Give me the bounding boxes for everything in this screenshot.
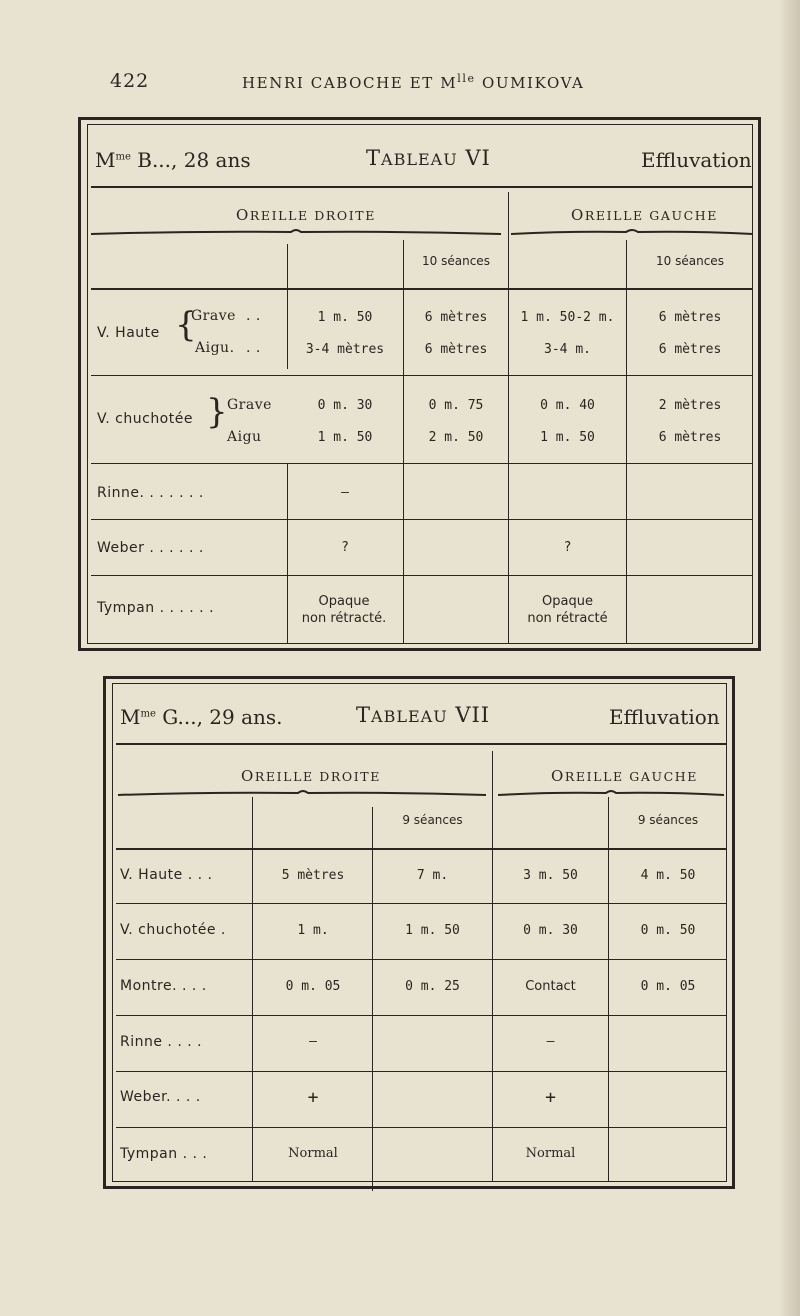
table-vi-tympan-lg: Opaque non rétracté bbox=[527, 594, 608, 626]
table-vi-chuch-grave-lg: 0 m. 40 bbox=[540, 398, 595, 413]
table-vii-patient: $M^{me}$ G..., 29 ans. bbox=[120, 705, 283, 729]
table-vii-montre-lg: Contact bbox=[525, 979, 576, 994]
table-vi-row-tympan: Tympan . . . . . . bbox=[97, 600, 215, 616]
table-vii-haute-lg: 3 m. 50 bbox=[523, 868, 578, 883]
table-vii-col2-divider bbox=[372, 807, 373, 1191]
table-vi-row-v-chuchotee: V. chuchotée bbox=[97, 411, 193, 427]
table-vi-rule-5 bbox=[91, 575, 753, 576]
table-vi-row-v-haute: V. Haute bbox=[97, 325, 160, 341]
table-vi-sub-aigu: Aigu. bbox=[195, 340, 235, 356]
table-vii-title: TABLEAU VII bbox=[356, 703, 491, 727]
table-vi-haute-aigu-lg-after: 6 mètres bbox=[658, 342, 722, 357]
table-vii-row-v-haute: V. Haute . . . bbox=[120, 867, 213, 883]
table-vii-tympan-rd: Normal bbox=[288, 1146, 338, 1161]
table-vii-treatment: Effluvation bbox=[609, 705, 720, 729]
table-vii-rule-3 bbox=[116, 959, 727, 960]
table-vi-haute-aigu-rd: 3-4 mètres bbox=[305, 342, 385, 357]
table-vi-col1-divider-a bbox=[287, 244, 288, 369]
table-vii-row-rinne: Rinne . . . . bbox=[120, 1034, 203, 1050]
table-vii-montre-lg-after: 0 m. 05 bbox=[640, 979, 696, 994]
table-vi-chuch-aigu-rd: 1 m. 50 bbox=[317, 430, 373, 445]
table-vii-rule-5 bbox=[116, 1071, 727, 1072]
table-vi-sub-grave: Grave bbox=[191, 308, 236, 324]
table-vi-chuch-aigu-lg: 1 m. 50 bbox=[540, 430, 595, 445]
table-vii-montre-rd-after: 0 m. 25 bbox=[405, 979, 460, 994]
table-vii-left-swash bbox=[498, 789, 724, 795]
table-vii-chuch-rd: 1 m. bbox=[297, 923, 329, 938]
table-vii-chuch-lg: 0 m. 30 bbox=[523, 923, 578, 938]
table-vi-row-rinne: Rinne. . . . . . . bbox=[97, 485, 204, 501]
table-vi-chuch-grave-lg-after: 2 mètres bbox=[658, 398, 722, 413]
table-vi-rule-4 bbox=[91, 519, 753, 520]
table-vii-montre-rd: 0 m. 05 bbox=[285, 979, 341, 994]
table-vii-sessions-right: 9 séances bbox=[402, 813, 463, 827]
table-vi-chuch-aigu-rd-after: 2 m. 50 bbox=[428, 430, 484, 445]
table-vi-rinne-rd: — bbox=[341, 485, 349, 500]
table-vii-row-weber: Weber. . . . bbox=[120, 1089, 201, 1105]
table-vi-treatment: Effluvation bbox=[641, 148, 752, 172]
table-vi-haute-grave-rd: 1 m. 50 bbox=[317, 310, 373, 325]
table-vii-ear-divider bbox=[492, 751, 493, 1181]
table-vi-sub-aigu2: Aigu bbox=[227, 429, 262, 445]
table-vii-right-swash bbox=[118, 789, 486, 795]
table-vii-row-tympan: Tympan . . . bbox=[120, 1146, 208, 1162]
table-vii-weber-lg: + bbox=[545, 1087, 556, 1108]
table-vii-haute-rd: 5 mètres bbox=[281, 868, 345, 883]
table-vii-rule-4 bbox=[116, 1015, 727, 1016]
table-vi-title-rule bbox=[91, 186, 753, 188]
table-vi-row-weber: Weber . . . . . . bbox=[97, 540, 204, 556]
table-vi-haute-aigu-lg: 3-4 m. bbox=[544, 342, 591, 357]
table-vii bbox=[103, 676, 735, 1189]
table-vi-patient: $M^{me}$ B..., 28 ans bbox=[95, 148, 251, 172]
table-vii-left-ear-header: OREILLE GAUCHE bbox=[551, 767, 699, 785]
table-vi-sessions-right: 10 séances bbox=[422, 254, 490, 268]
table-vii-row-montre: Montre. . . . bbox=[120, 978, 207, 994]
table-vii-rule-6 bbox=[116, 1127, 727, 1128]
table-vi-haute-grave-lg-after: 6 mètres bbox=[658, 310, 722, 325]
table-vi-left-ear-header: OREILLE GAUCHE bbox=[571, 206, 719, 224]
table-vi-brace-chuchotee: } bbox=[206, 392, 228, 432]
table-vii-row-v-chuchotee: V. chuchotée . bbox=[120, 922, 226, 938]
table-vi-tympan-rd: Opaque non rétracté. bbox=[301, 594, 387, 626]
table-vi-header-rule bbox=[91, 288, 753, 290]
table-vii-header-rule bbox=[116, 848, 727, 850]
table-vi-sub-grave2: Grave bbox=[227, 397, 272, 413]
table-vi-sub-aigu-dots: . . bbox=[246, 340, 261, 356]
table-vi-sub-grave-dots: . . bbox=[246, 308, 261, 324]
table-vii-tympan-lg: Normal bbox=[525, 1146, 576, 1161]
page-number: 422 bbox=[110, 70, 150, 92]
table-vii-weber-rd: + bbox=[307, 1087, 319, 1108]
table-vi-right-ear-header: OREILLE DROITE bbox=[236, 206, 376, 224]
table-vii-rule-2 bbox=[116, 903, 727, 904]
table-vi-weber-rd: ? bbox=[341, 540, 349, 555]
table-vi-chuch-aigu-lg-after: 6 mètres bbox=[658, 430, 722, 445]
table-vii-rinne-lg: — bbox=[546, 1034, 555, 1049]
table-vi-ear-divider bbox=[508, 192, 509, 644]
table-vii-chuch-lg-after: 0 m. 50 bbox=[640, 923, 696, 938]
table-vi-chuch-grave-rd: 0 m. 30 bbox=[317, 398, 373, 413]
table-vii-haute-lg-after: 4 m. 50 bbox=[640, 868, 696, 883]
table-vi-left-swash bbox=[511, 228, 753, 234]
table-vii-col1-divider bbox=[252, 797, 253, 1181]
table-vi-inner-frame bbox=[87, 124, 753, 644]
table-vi-haute-grave-lg: 1 m. 50-2 m. bbox=[520, 310, 615, 325]
table-vi-chuch-grave-rd-after: 0 m. 75 bbox=[428, 398, 484, 413]
table-vi-rule-3 bbox=[91, 463, 753, 464]
table-vii-right-ear-header: OREILLE DROITE bbox=[241, 767, 381, 785]
table-vi-rule-2 bbox=[91, 375, 753, 376]
table-vi-brace-haute: { bbox=[175, 305, 197, 345]
table-vii-sessions-left: 9 séances bbox=[637, 813, 699, 827]
table-vi-title: TABLEAU VI bbox=[366, 146, 491, 170]
table-vii-haute-rd-after: 7 m. bbox=[416, 868, 449, 883]
table-vi-sessions-left: 10 séances bbox=[656, 254, 724, 268]
table-vii-title-rule bbox=[116, 743, 727, 745]
table-vii-chuch-rd-after: 1 m. 50 bbox=[405, 923, 460, 938]
table-vii-rinne-rd: — bbox=[309, 1034, 317, 1049]
table-vi-haute-grave-rd-after: 6 mètres bbox=[424, 310, 488, 325]
table-vi-right-swash bbox=[91, 228, 501, 234]
page-edge-shadow bbox=[778, 0, 800, 1316]
table-vi-weber-lg: ? bbox=[563, 540, 572, 555]
running-head bbox=[110, 70, 630, 94]
table-vi bbox=[78, 117, 761, 651]
running-head-authors: HENRI CABOCHE ET $M^{lle}$ OUMIKOVA bbox=[242, 72, 585, 92]
table-vi-haute-aigu-rd-after: 6 mètres bbox=[424, 342, 488, 357]
